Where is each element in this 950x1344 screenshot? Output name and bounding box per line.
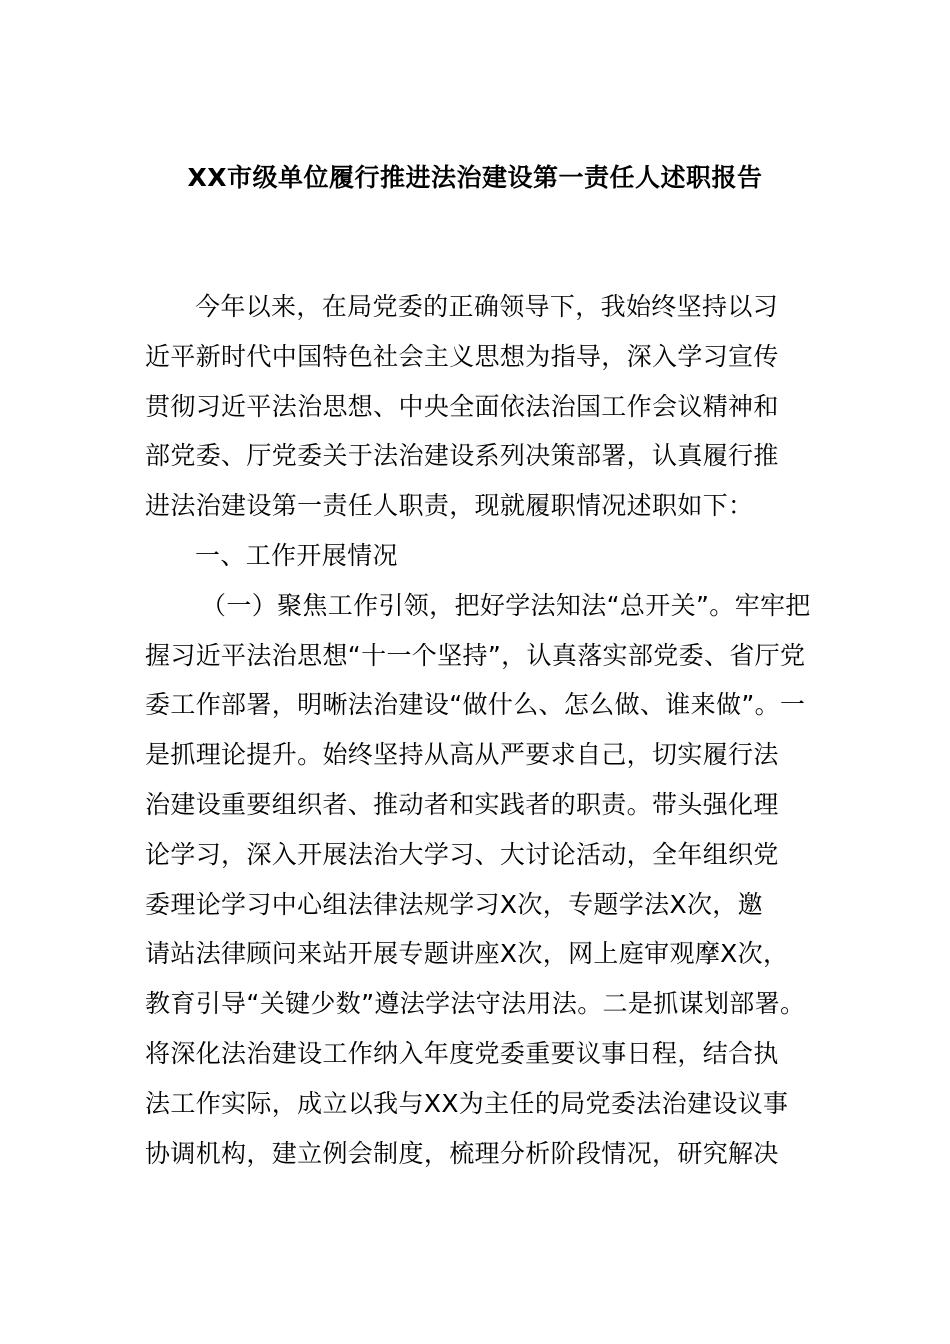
paragraph-line: 委工作部署，明晰法治建设“做什么、怎么做、谁来做”。一	[145, 690, 806, 720]
paragraph-line: 教育引导“关键少数”遵法学法守法用法。二是抓谋划部署。	[145, 989, 806, 1019]
subsection-heading-line: （一）聚焦工作引领，把好学法知法“总开关”。牢牢把	[201, 590, 811, 620]
paragraph-line: 部党委、厅党委关于法治建设系列决策部署，认真履行推	[145, 441, 779, 471]
paragraph-line: 是抓理论提升。始终坚持从高从严要求自己，切实履行法	[145, 740, 779, 770]
paragraph-line: 协调机构，建立例会制度，梳理分析阶段情况，研究解决	[145, 1138, 779, 1168]
paragraph-line: 法工作实际，成立以我与XX为主任的局党委法治建设议事	[145, 1088, 789, 1118]
paragraph-line: 论学习，深入开展法治大学习、大讨论活动，全年组织党	[145, 839, 779, 869]
paragraph-line: 请站法律顾问来站开展专题讲座X次，网上庭审观摩X次，	[145, 939, 789, 969]
paragraph-line: 贯彻习近平法治思想、中央全面依法治国工作会议精神和	[145, 391, 779, 421]
document-title: XX市级单位履行推进法治建设第一责任人述职报告	[187, 163, 763, 192]
section-heading: 一、工作开展情况	[195, 540, 398, 570]
paragraph-line: 进法治建设第一责任人职责，现就履职情况述职如下：	[145, 491, 754, 521]
paragraph-line: 将深化法治建设工作纳入年度党委重要议事日程，结合执	[145, 1038, 779, 1068]
paragraph-line: 今年以来，在局党委的正确领导下，我始终坚持以习	[195, 292, 779, 321]
paragraph-line: 委理论学习中心组法律法规学习X次，专题学法X次，邀	[145, 889, 764, 919]
document-body	[145, 282, 845, 1178]
paragraph-line: 治建设重要组织者、推动者和实践者的职责。带头强化理	[145, 789, 779, 819]
paragraph-line: 握习近平法治思想“十一个坚持”，认真落实部党委、省厅党	[145, 640, 806, 670]
paragraph-line: 近平新时代中国特色社会主义思想为指导，深入学习宣传	[145, 341, 779, 371]
